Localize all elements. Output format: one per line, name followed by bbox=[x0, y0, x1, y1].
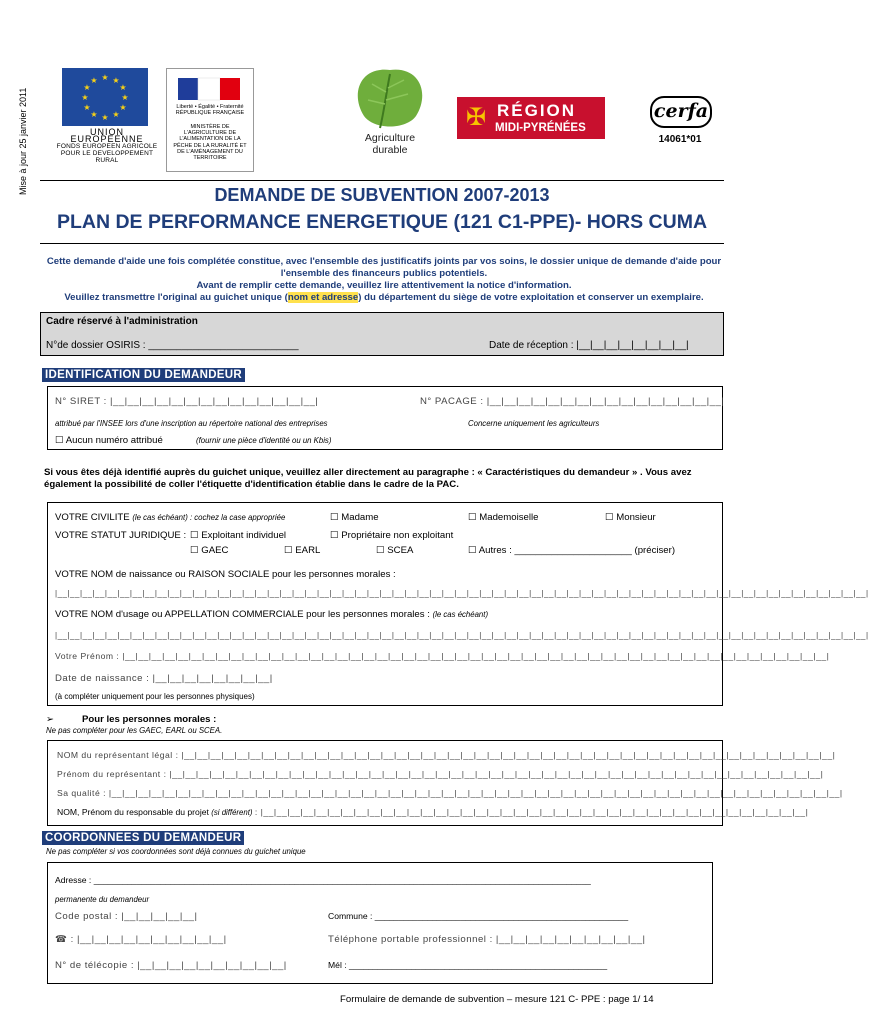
identification-box bbox=[47, 386, 723, 450]
agri-durable-caption: Agriculture durable bbox=[364, 132, 416, 156]
adresse-note: permanente du demandeur bbox=[55, 895, 150, 904]
naissance-field[interactable]: Date de naissance : |__|__|__|__|__|__|__|__| bbox=[55, 673, 273, 684]
naissance-note: (à compléter uniquement pour les personnes physiques) bbox=[55, 692, 255, 701]
representant-field[interactable]: NOM du représentant légal : |__|__|__|__|__|__|__|__|__|__|__|__|__|__|__|__|__|__|__|__|__|__|__|__|__|__|__|__|__|__|__|__|__|__|__|__|__|__|__|__|__|__|__|__|__|__|__|__|__| bbox=[57, 750, 836, 760]
no-number-note: (fournir une pièce d'identité ou un Kbis) bbox=[196, 436, 332, 445]
reception-date-field[interactable]: Date de réception : |__|__|__|__|__|__|__|__| bbox=[489, 340, 689, 351]
svg-text:★: ★ bbox=[112, 110, 120, 119]
page-title: DEMANDE DE SUBVENTION 2007-2013 bbox=[214, 185, 550, 205]
guichet-note: Si vous êtes déjà identifié auprès du guichet unique, veuillez aller directement au paragraphe : « Caractéristiques du demandeur » . Vous avez également la possibilité de coller l'étiquette d'identification établie dans le cadre de la PAC. bbox=[44, 467, 692, 490]
coordonnees-heading: COORDONNEES DU DEMANDEUR bbox=[42, 831, 244, 845]
eu-flag-logo bbox=[62, 68, 148, 126]
usage-label: VOTRE NOM d'usage ou APPELLATION COMMERCIALE pour les personnes morales : bbox=[55, 609, 430, 620]
mademoiselle-checkbox[interactable]: ☐ Mademoiselle bbox=[468, 512, 539, 523]
morales-note: Ne pas compléter pour les GAEC, EARL ou SCEA. bbox=[46, 726, 223, 735]
adresse-field[interactable]: Adresse : ________________________________________________________________________________________________________ bbox=[55, 875, 591, 885]
earl-checkbox[interactable]: ☐ EARL bbox=[284, 545, 321, 556]
update-note: Mise à jour 25 janvier 2011 bbox=[18, 87, 28, 195]
proprietaire-checkbox[interactable]: ☐ Propriétaire non exploitant bbox=[330, 530, 454, 541]
svg-text:★: ★ bbox=[119, 83, 127, 92]
usage-note: (le cas échéant) bbox=[432, 610, 489, 619]
title-rule-top bbox=[40, 180, 724, 181]
ministry-name: MINISTÈRE DE L'AGRICULTURE DE L'ALIMENTATION DE LA PÊCHE DE LA RURALITÉ ET DE L'AMÉNAGEMENT DU TERRITOIRE bbox=[173, 124, 247, 162]
exploitant-checkbox[interactable]: ☐ Exploitant individuel bbox=[190, 530, 287, 541]
qualite-field[interactable]: Sa qualité : |__|__|__|__|__|__|__|__|__|__|__|__|__|__|__|__|__|__|__|__|__|__|__|__|__|__|__|__|__|__|__|__|__|__|__|__|__|__|__|__|__|__|__|__|__|__|__|__|__|__|__|__|__|__|__| bbox=[57, 788, 843, 798]
civilite-label: VOTRE CIVILITE bbox=[55, 512, 130, 523]
svg-text:★: ★ bbox=[121, 93, 129, 102]
identification-heading: IDENTIFICATION DU DEMANDEUR bbox=[42, 368, 245, 382]
telephone-field[interactable]: ☎ : |__|__|__|__|__|__|__|__|__|__| bbox=[55, 934, 227, 945]
svg-text:★: ★ bbox=[119, 103, 127, 112]
prenom-field[interactable]: Votre Prénom : |__|__|__|__|__|__|__|__|__|__|__|__|__|__|__|__|__|__|__|__|__|__|__|__|__|__|__|__|__|__|__|__|__|__|__|__|__|__|__|__|__|__|__|__|__|__|__|__|__|__|__|__|__| bbox=[55, 651, 830, 661]
monsieur-checkbox[interactable]: ☐ Monsieur bbox=[605, 512, 656, 523]
osiris-field[interactable]: N°de dossier OSIRIS : ___________________________ bbox=[46, 340, 299, 351]
title-rule-bottom bbox=[40, 243, 724, 244]
siret-field[interactable]: N° SIRET : |__|__|__|__|__|__|__|__|__|__|__|__|__|__| bbox=[55, 396, 319, 407]
svg-text:★: ★ bbox=[81, 93, 89, 102]
cerfa-logo: cerfa bbox=[650, 96, 712, 128]
portable-field[interactable]: Téléphone portable professionnel : |__|__|__|__|__|__|__|__|__|__| bbox=[328, 934, 646, 945]
code-postal-field[interactable]: Code postal : |__|__|__|__|__| bbox=[55, 911, 198, 922]
svg-text:★: ★ bbox=[112, 76, 120, 85]
usage-field[interactable]: |__|__|__|__|__|__|__|__|__|__|__|__|__|__|__|__|__|__|__|__|__|__|__|__|__|__|__|__|__|__|__|__|__|__|__|__|__|__|__|__|__|__|__|__|__|__|__|__|__|__|__|__|__|__|__|__|__|__|__|__|__|__|__|__|__| bbox=[55, 631, 869, 640]
svg-text:★: ★ bbox=[90, 76, 98, 85]
region-logo: ✠ RÉGION MIDI-PYRÉNÉES bbox=[457, 97, 605, 139]
svg-text:★: ★ bbox=[101, 73, 109, 82]
marianne-flag-logo bbox=[178, 78, 240, 100]
autres-checkbox[interactable]: ☐ Autres : ______________________ (préciser) bbox=[468, 545, 676, 556]
no-number-checkbox[interactable]: ☐ Aucun numéro attribué bbox=[55, 435, 163, 446]
morales-bullet-icon: ➢ bbox=[46, 714, 55, 725]
gaec-checkbox[interactable]: ☐ GAEC bbox=[190, 545, 229, 556]
cerfa-number: 14061*01 bbox=[658, 134, 702, 145]
pacage-field[interactable]: N° PACAGE : |__|__|__|__|__|__|__|__|__|__|__|__|__|__|__|__| bbox=[420, 396, 725, 407]
page-footer: Formulaire de demande de subvention – mesure 121 C- PPE : page 1/ 14 bbox=[340, 994, 654, 1005]
svg-text:★: ★ bbox=[101, 113, 109, 122]
siret-note: attribué par l'INSEE lors d'une inscription au répertoire national des entreprises bbox=[55, 419, 328, 428]
leaf-logo bbox=[350, 64, 430, 132]
morales-box bbox=[47, 740, 843, 826]
admin-reserved-box: Cadre réservé à l'administration N°de dossier OSIRIS : ___________________________ Date de réception : |__|__|__|__|__|__|__|__| bbox=[40, 312, 724, 356]
pacage-note: Concerne uniquement les agriculteurs bbox=[468, 419, 600, 428]
page-subtitle: PLAN DE PERFORMANCE ENERGETIQUE (121 C1-PPE)- HORS CUMA bbox=[56, 211, 708, 233]
intro-text: Cette demande d'aide une fois complétée constitue, avec l'ensemble des justificatifs joints par vos soins, le dossier unique de demande d'aide pour l'ensemble des financeurs publics potentiels. Avant de remplir cette demande, veuillez lire attentivement la notice d'information. Veuillez transmettre l'original au guichet unique (nom et adresse) du département du siège de votre exploitation et conserver un exemplaire. bbox=[46, 256, 722, 303]
svg-text:★: ★ bbox=[90, 110, 98, 119]
civilite-box bbox=[47, 502, 869, 706]
svg-text:★: ★ bbox=[83, 103, 91, 112]
morales-heading: Pour les personnes morales : bbox=[82, 714, 217, 725]
mel-field[interactable]: Mél : ______________________________________________________ bbox=[328, 960, 608, 970]
responsable-field[interactable]: NOM, Prénom du responsable du projet (si différent) : |__|__|__|__|__|__|__|__|__|__|__|__|__|__|__|__|__|__|__|__|__|__|__|__|__|__|__|__|__|__|__|__|__|__|__|__|__|__|__|__|__| bbox=[57, 807, 809, 817]
coordonnees-note: Ne pas compléter si vos coordonnées sont déjà connues du guichet unique bbox=[46, 847, 306, 856]
occitan-cross-icon: ✠ bbox=[465, 104, 487, 131]
fax-field[interactable]: N° de télécopie : |__|__|__|__|__|__|__|__|__|__| bbox=[55, 960, 287, 971]
svg-text:★: ★ bbox=[83, 83, 91, 92]
republique-text: Liberté • Égalité • Fraternité RÉPUBLIQUE FRANÇAISE bbox=[175, 104, 245, 116]
scea-checkbox[interactable]: ☐ SCEA bbox=[376, 545, 414, 556]
nom-label: VOTRE NOM de naissance ou RAISON SOCIALE pour les personnes morales : bbox=[55, 569, 396, 580]
statut-label: VOTRE STATUT JURIDIQUE : bbox=[55, 530, 187, 541]
eu-caption: UNION EUROPEENNE FONDS EUROPEEN AGRICOLE POUR LE DEVELOPPEMENT RURAL bbox=[56, 127, 158, 164]
prenom-representant-field[interactable]: Prénom du représentant : |__|__|__|__|__|__|__|__|__|__|__|__|__|__|__|__|__|__|__|__|__|__|__|__|__|__|__|__|__|__|__|__|__|__|__|__|__|__|__|__|__|__|__|__|__|__|__|__|__| bbox=[57, 769, 824, 779]
commune-field[interactable]: Commune : _____________________________________________________ bbox=[328, 911, 629, 921]
nom-field[interactable]: |__|__|__|__|__|__|__|__|__|__|__|__|__|__|__|__|__|__|__|__|__|__|__|__|__|__|__|__|__|__|__|__|__|__|__|__|__|__|__|__|__|__|__|__|__|__|__|__|__|__|__|__|__|__|__|__|__|__|__|__|__|__|__|__|__| bbox=[55, 589, 869, 598]
civilite-note: (le cas échéant) : cochez la case appropriée bbox=[132, 513, 286, 522]
coordonnees-box bbox=[47, 862, 713, 984]
madame-checkbox[interactable]: ☐ Madame bbox=[330, 512, 379, 523]
